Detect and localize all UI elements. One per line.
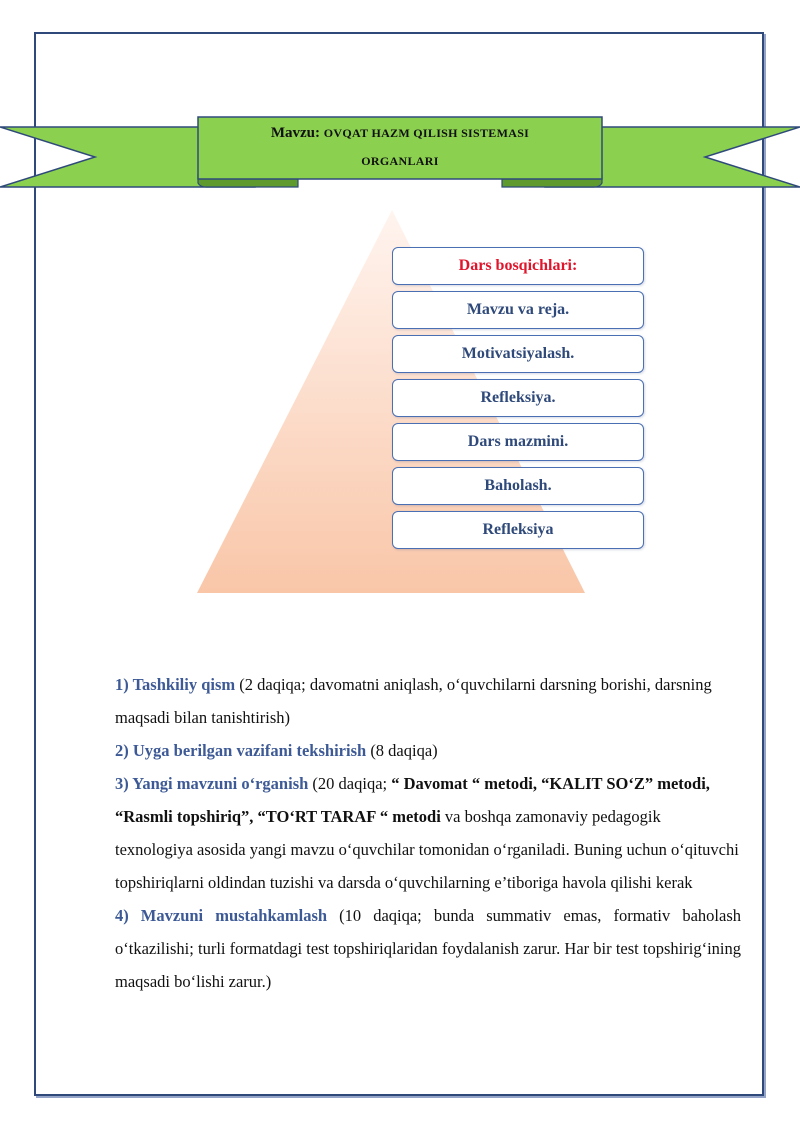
- topic-label: Mavzu: [270, 125, 316, 141]
- step-2-text: (8 daqiqa): [366, 741, 438, 760]
- step-3-text-a: (20 daqiqa;: [308, 774, 392, 793]
- stages-header: Dars bosqichlari:: [392, 247, 644, 285]
- step-1-text: (2 daqiqa; davomatni aniqlash, o‘quvchilarni darsning borishi, darsning maqsadi bilan tanishtirish): [115, 675, 712, 727]
- lesson-stages: [392, 247, 644, 555]
- stage-item: Baholash.: [392, 467, 644, 505]
- banner-title: [200, 118, 600, 176]
- step-2-title: 2) Uyga berilgan vazifani tekshirish: [115, 741, 367, 760]
- step-3-text-b: va boshqa zamonaviy pedagogik texnologiya asosida yangi mavzu o‘quvchilar tomonidan o‘rganiladi. Buning uchun o‘qituvchi topshiriqlarni oldindan tuzishi va darsda o‘quvchilarning e’tiboriga havola qilishi kerak: [115, 807, 739, 892]
- topic-title-line1: OVQAT HAZM QILISH SISTEMASI: [323, 126, 530, 140]
- stage-item: Refleksiya.: [392, 379, 644, 417]
- stage-item: Motivatsiyalash.: [392, 335, 644, 373]
- lesson-steps: [115, 668, 741, 998]
- step-1: [115, 668, 741, 734]
- step-3-methods: “ Davomat “ metodi, “KALIT SO‘Z” metodi, “Rasmli topshiriq”, “TO‘RT TARAF “ metodi: [115, 774, 710, 826]
- step-3: [115, 767, 741, 899]
- step-4-text: (10 daqiqa; bunda summativ emas, formativ baholash o‘tkazilishi; turli formatdagi test topshiriqlaridan foydalanish zarur. Har bir test topshirig‘ining maqsadi bo‘lishi zarur.): [115, 906, 741, 991]
- step-4-title: 4) Mavzuni mustahkamlash: [115, 906, 328, 925]
- topic-title-line2: ORGANLARI: [361, 154, 439, 168]
- stage-item: Dars mazmini.: [392, 423, 644, 461]
- stage-item: Refleksiya: [392, 511, 644, 549]
- topic-separator: :: [315, 125, 324, 141]
- step-1-title: 1) Tashkiliy qism: [115, 675, 236, 694]
- step-2: [115, 734, 741, 767]
- step-3-title: 3) Yangi mavzuni o‘rganish: [115, 774, 309, 793]
- step-4: [115, 899, 741, 998]
- stage-item: Mavzu va reja.: [392, 291, 644, 329]
